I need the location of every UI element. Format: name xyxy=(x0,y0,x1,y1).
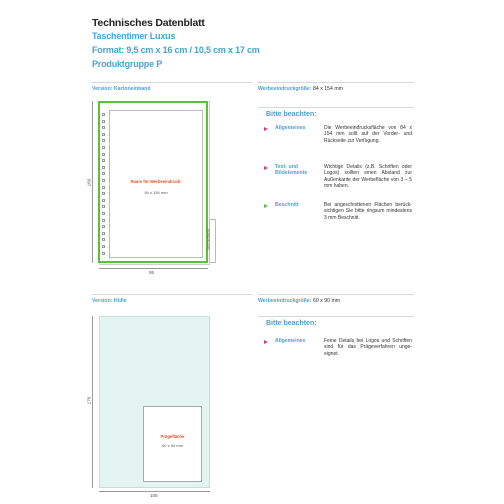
width-dimension-label: 95 xyxy=(149,270,155,275)
product-format: Format: 9,5 cm x 16 cm / 10,5 cm x 17 cm xyxy=(92,45,260,55)
note2-text: Wichtige Details (z.B. Schriften oder Logos) sollten einen Abstand zur Außenkante der Werbefläche von 3 – 5 mm haben. xyxy=(324,164,412,189)
section2-note1-text: Feine Details bei Logos und Schriften sind für das Prägeverfahren ungeeignet. xyxy=(324,338,412,357)
note3-text: Bei angeschnittenen Flächen berücksichtigen Sie bitte ringsum mindestens 3 mm Beschnitt. xyxy=(324,202,412,221)
section1-right-rule xyxy=(258,82,414,83)
punch-hole xyxy=(102,153,105,156)
width-dimension-label-2: 105 xyxy=(150,493,158,498)
print-area-size: 84 x 154 mm xyxy=(144,190,168,195)
height-dimension-label-2: 170 xyxy=(86,396,92,405)
punch-hole xyxy=(102,133,105,136)
punch-hole xyxy=(102,212,105,215)
bullet-arrow-icon xyxy=(264,340,268,344)
punch-hole xyxy=(102,166,105,169)
section1-version-label: Version: Kartoneinband xyxy=(92,86,151,92)
punch-hole xyxy=(102,232,105,235)
punch-hole xyxy=(102,238,105,241)
page-title: Technisches Datenblatt xyxy=(92,17,205,29)
punch-hole xyxy=(102,245,105,248)
punch-hole xyxy=(102,225,105,228)
height-dimension-label: 160 xyxy=(86,178,92,187)
note1-text: Die Werbeeindrucksfläche von 84 x 154 mm sollt auf der Vorder- und Rückseite zur Verfügung. xyxy=(324,125,412,144)
section2-version-label: Version: Hülle xyxy=(92,298,127,304)
punch-hole xyxy=(102,126,105,129)
section2-area-label xyxy=(258,298,340,304)
punch-hole xyxy=(102,120,105,123)
note1-head: Allgemeines xyxy=(275,125,306,131)
punch-hole xyxy=(102,192,105,195)
section1-left-rule xyxy=(92,82,252,83)
punch-hole xyxy=(102,179,105,182)
bullet-arrow-icon xyxy=(264,166,268,170)
section1-area-label xyxy=(258,86,343,92)
section1-bitte-rule xyxy=(258,107,414,108)
note3-head: Beschnitt xyxy=(275,202,299,208)
section2-area-value: 60 x 90 mm xyxy=(312,298,341,304)
section1-area-value: 84 x 154 mm xyxy=(312,86,343,92)
height-dimension-line-2 xyxy=(92,316,93,488)
punch-hole xyxy=(102,199,105,202)
section2-bitte-heading: Bitte beachten: xyxy=(266,320,317,327)
height-dimension-line xyxy=(92,101,93,263)
section2-area-title: Werbeeindruckgröße: xyxy=(258,298,312,304)
section1-area-title: Werbeeindruckgröße: xyxy=(258,86,312,92)
width-dimension-line-2 xyxy=(99,491,210,492)
punch-hole xyxy=(102,172,105,175)
punch-hole xyxy=(102,252,105,255)
punch-hole xyxy=(102,186,105,189)
section2-left-rule xyxy=(92,294,252,295)
punch-hole xyxy=(102,219,105,222)
section2-note1-head: Allgemeines xyxy=(275,338,306,344)
section2-right-rule xyxy=(258,294,414,295)
product-name: Taschentimer Luxus xyxy=(92,31,176,41)
print-area-box xyxy=(109,110,203,258)
punch-hole xyxy=(102,113,105,116)
embossing-area-label: Prägefläche xyxy=(160,434,185,439)
bullet-arrow-icon xyxy=(264,127,268,131)
bullet-arrow-green-icon xyxy=(264,204,268,208)
punch-hole xyxy=(102,205,105,208)
side-flap-label: Beschnittkante xyxy=(206,228,211,250)
section2-bitte-rule xyxy=(258,316,414,317)
punch-hole xyxy=(102,146,105,149)
width-dimension-line xyxy=(99,268,208,269)
print-area-label: Raum für Werbeeindruck: xyxy=(130,179,182,184)
product-group: Produktgruppe P xyxy=(92,59,163,69)
embossing-area-size: 60 x 90 mm xyxy=(162,443,183,448)
punch-hole xyxy=(102,139,105,142)
punch-hole xyxy=(102,159,105,162)
section1-bitte-heading: Bitte beachten: xyxy=(266,111,317,118)
note2-head: Text- und Bildelemente xyxy=(275,164,308,177)
